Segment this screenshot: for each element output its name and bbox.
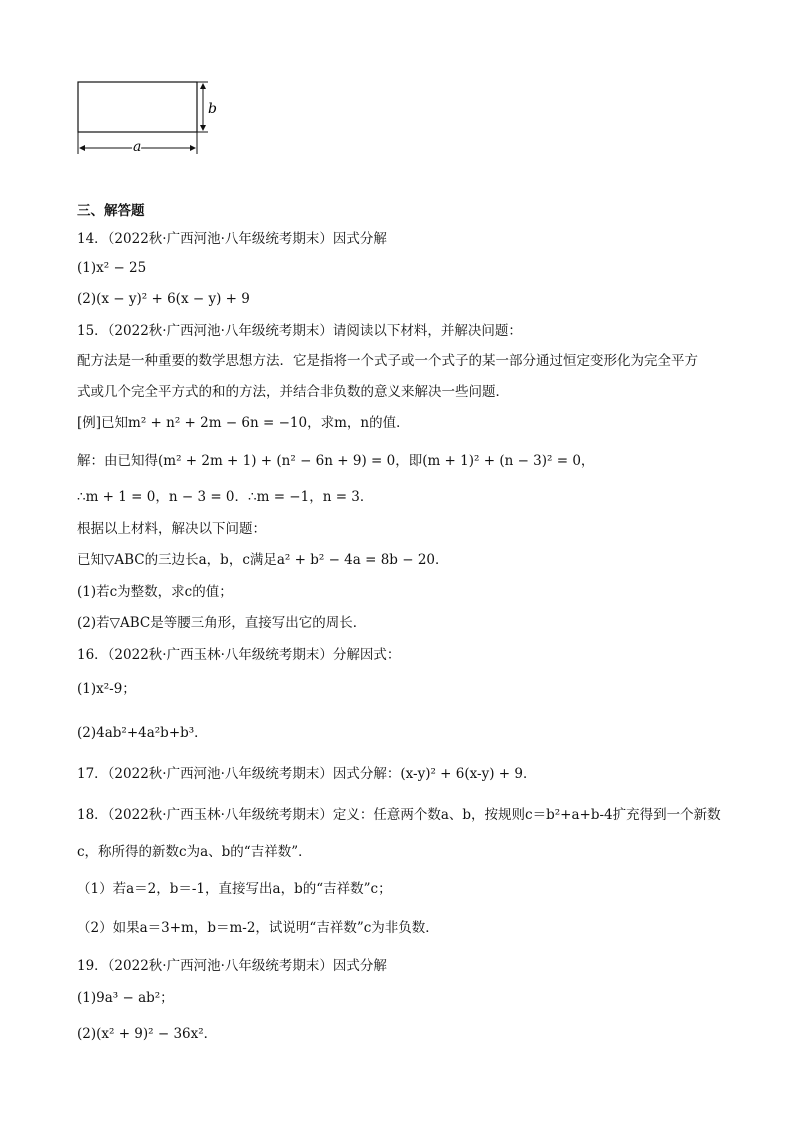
question-19-part-1: (1)9a³ − ab²；: [77, 990, 174, 1006]
question-17-title: 17．（2022秋·广西河池·八年级统考期末）因式分解：(x-y)² + 6(x-y) + 9．: [77, 766, 537, 782]
rectangle-figure: [70, 76, 220, 160]
rectangle-shape: [78, 82, 197, 132]
question-15-text-1: 配方法是一种重要的数学思想方法．它是指将一个式子或一个式子的某一部分通过恒定变形化为完全平方: [77, 353, 698, 369]
question-18-part-1: （1）若a＝2，b＝-1，直接写出a，b的“吉祥数”c；: [77, 881, 392, 897]
label-a: a: [133, 139, 142, 155]
question-15-instruction: 根据以上材料，解决以下问题：: [77, 521, 266, 537]
question-18-part-2: （2）如果a＝3+m，b＝m-2，试说明“吉祥数”c为非负数．: [77, 920, 439, 936]
question-15-title: 15．（2022秋·广西河池·八年级统考期末）请阅读以下材料，并解决问题：: [77, 323, 522, 339]
question-18-title: 18．（2022秋·广西玉林·八年级统考期末）定义：任意两个数a、b，按规则c＝b²+a+b-4扩充得到一个新数: [77, 807, 721, 823]
label-b: b: [208, 101, 217, 117]
question-16-part-1: (1)x²-9；: [77, 681, 136, 697]
question-14-part-2: (2)(x − y)² + 6(x − y) + 9: [77, 291, 250, 307]
question-15-text-2: 式或几个完全平方式的和的方法，并结合非负数的意义来解决一些问题．: [77, 384, 509, 400]
section-title: 三、解答题: [77, 203, 145, 219]
question-15-solution-2: ∴m + 1 = 0，n − 3 = 0．∴m = −1，n = 3．: [77, 489, 374, 505]
question-15-part-1: (1)若c为整数，求c的值；: [77, 584, 233, 600]
question-15-example: [例]已知m² + n² + 2m − 6n = −10，求m，n的值．: [77, 415, 410, 431]
question-14-title: 14．（2022秋·广西河池·八年级统考期末）因式分解: [77, 231, 387, 247]
question-18-text: c，称所得的新数c为a、b的“吉祥数”．: [77, 844, 312, 860]
question-14-part-1: (1)x² − 25: [77, 260, 147, 276]
question-19-title: 19．（2022秋·广西河池·八年级统考期末）因式分解: [77, 958, 387, 974]
question-16-title: 16．（2022秋·广西玉林·八年级统考期末）分解因式：: [77, 647, 401, 663]
question-19-part-2: (2)(x² + 9)² − 36x²．: [77, 1026, 218, 1042]
question-15-condition: 已知▽ABC的三边长a，b，c满足a² + b² − 4a = 8b − 20．: [77, 552, 449, 568]
question-15-part-2: (2)若▽ABC是等腰三角形，直接写出它的周长．: [77, 615, 367, 631]
question-15-solution-1: 解：由已知得(m² + 2m + 1) + (n² − 6n + 9) = 0，即(m + 1)² + (n − 3)² = 0，: [77, 453, 595, 469]
question-16-part-2: (2)4ab²+4a²b+b³．: [77, 725, 208, 741]
